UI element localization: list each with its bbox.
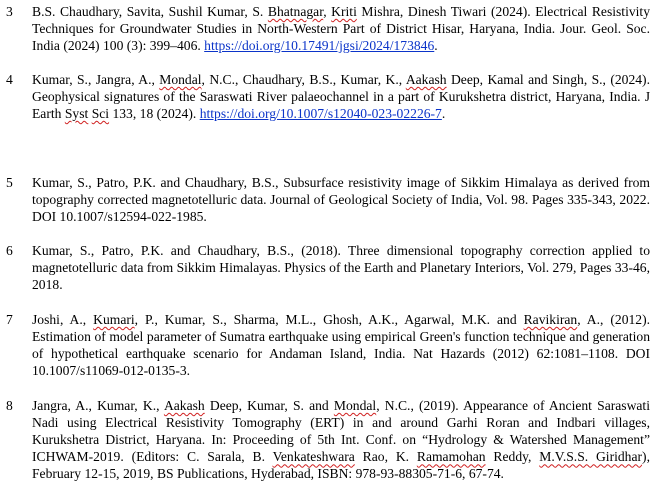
- reference-text-run: , N.C., Chaudhary, B.S., Kumar, K.,: [201, 72, 406, 87]
- flagged-word: Ramamohan: [416, 449, 486, 465]
- reference-number: 3: [6, 4, 13, 19]
- reference-text-run: Kumar, S., Jangra, A.,: [32, 72, 160, 87]
- flagged-word: Venkateshwara: [272, 449, 355, 465]
- flagged-word: Ravikiran: [523, 312, 578, 327]
- reference-text-run: Kumar, S., Patro, P.K. and Chaudhary, B.S., (2018). Three dimensional topography correction applied to magnetotelluric data from Sikkim Himalayas. Physics of the Earth and Planetary Interiors, Vol. 279, Pages 33-46, 2018.: [32, 243, 650, 293]
- flagged-word: Syst: [64, 106, 89, 122]
- flagged-word: Kriti: [331, 4, 357, 19]
- reference-text-run: ,: [323, 4, 332, 19]
- reference-text-run: Mishra, Dinesh Tiwari (2024). Electrical Resistivity Techniques for Groundwater Studies in North-Western Part of District Hisar, Haryana, India. Jour. Geol. Soc. India (2024) 100 (3): 399–406.: [32, 4, 651, 54]
- reference-text-run: Deep, Kamal and Singh, S., (2024). Geophysical signatures of the Saraswati River palaeochannel in a part of Kurukshetra district, Haryana, India. J Earth: [32, 72, 650, 122]
- reference-text: [32, 311, 650, 379]
- flagged-word: Kumari: [93, 312, 135, 327]
- reference-text-run: Deep, Kumar, S. and: [204, 398, 334, 413]
- reference-text: [32, 71, 650, 122]
- reference-text-run: , P., Kumar, S., Sharma, M.L., Ghosh, A.K., Agarwal, M.K. and: [134, 312, 524, 327]
- reference-text-run: Reddy,: [485, 449, 540, 465]
- reference-text-run: .: [441, 106, 446, 122]
- reference-text-run: B.S. Chaudhary, Savita, Sushil Kumar, S.: [32, 4, 268, 19]
- reference-number: 4: [6, 72, 13, 87]
- reference-number: 5: [6, 175, 13, 190]
- reference-text: [32, 174, 650, 225]
- reference-number: 8: [6, 398, 13, 413]
- reference-text-run: .: [434, 38, 438, 54]
- reference-text: [32, 3, 650, 54]
- doi-link[interactable]: https://doi.org/10.1007/s12040-023-02226-7: [199, 106, 442, 122]
- reference-text: [32, 397, 650, 482]
- flagged-word: Aakash: [405, 72, 447, 87]
- reference-text-run: , N.C., (2019). Appearance of Ancient Saraswati Nadi using Electrical Resistivity Tomography (ERT) in and around Garhi Roran and Indbari villages, Kurukshetra District, Haryana. In: Proceeding of 5th Int. Conf. on “Hydrology & Watershed Management” ICHWAM-2019. (Editors: C. Sarala, B.: [32, 398, 650, 465]
- flagged-word: Sci: [91, 106, 110, 122]
- reference-text-run: 133, 18 (2024).: [109, 106, 200, 122]
- flagged-word: Aakash: [163, 398, 205, 413]
- reference-text-run: Rao, K.: [354, 449, 417, 465]
- doi-link[interactable]: https://doi.org/10.17491/jgsi/2024/173846: [204, 38, 435, 54]
- flagged-word: Mondal: [333, 398, 377, 413]
- reference-text-run: ), February 12-15, 2019, BS Publications, Hyderabad, ISBN: 978-93-88305-71-6, 67-74.: [32, 449, 650, 482]
- reference-text-run: , A., (2012). Estimation of model parameter of Sumatra earthquake using empirical Green's function technique and generation of hypothetical earthquake scenario for Andaman Island, India. Nat Hazards (2012) 62:1081–1108. DOI 10.1007/s11069-012-0135-3.: [32, 312, 651, 379]
- reference-text: [32, 242, 650, 293]
- flagged-word: M.V.S.S. Giridhar: [539, 449, 643, 465]
- reference-text-run: Kumar, S., Patro, P.K. and Chaudhary, B.S., Subsurface resistivity image of Sikkim Himalaya as derived from topography corrected magnetotelluric data. Journal of Geological Society of India, Vol. 98. Pages 335-343, 2022. DOI 10.1007/s12594-022-1985.: [32, 175, 650, 225]
- flagged-word: Mondal: [159, 72, 202, 87]
- reference-number: 6: [6, 243, 13, 258]
- reference-number: 7: [6, 312, 13, 327]
- reference-text-run: Jangra, A., Kumar, K.,: [32, 398, 164, 413]
- reference-text-run: Joshi, A.,: [32, 312, 94, 327]
- flagged-word: Bhatnagar: [267, 4, 324, 19]
